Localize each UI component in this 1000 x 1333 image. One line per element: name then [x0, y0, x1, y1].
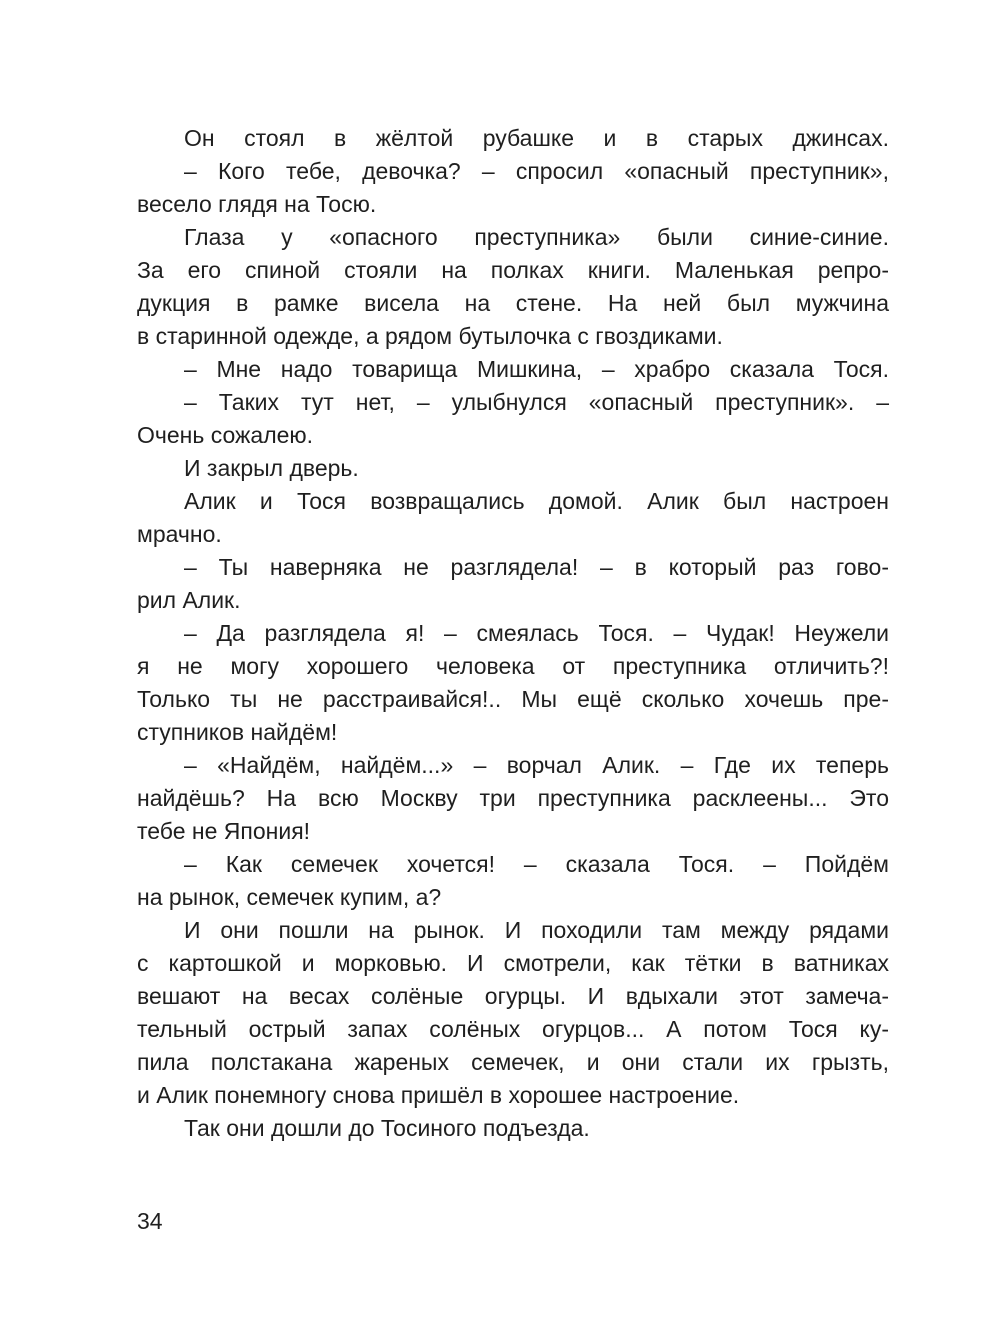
text-line: – Таких тут нет, – улыбнулся «опасный преступник». –	[184, 389, 889, 415]
text-line: дукция в рамке висела на стене. На ней был мужчина	[137, 290, 889, 316]
text-line: и Алик понемногу снова пришёл в хорошее настроение.	[137, 1082, 740, 1108]
text-line: За его спиной стояли на полках книги. Маленькая репро-	[137, 257, 889, 283]
text-line: – Как семечек хочется! – сказала Тося. – Пойдём	[184, 851, 889, 877]
text-line: Только ты не расстраивайся!.. Мы ещё сколько хочешь пре-	[137, 686, 889, 712]
text-line: – Кого тебе, девочка? – спросил «опасный преступник»,	[184, 158, 889, 184]
page-number: 34	[137, 1208, 163, 1234]
text-line: тебе не Япония!	[137, 818, 311, 844]
text-line: – Ты наверняка не разглядела! – в который раз гово-	[184, 554, 889, 580]
text-line: И они пошли на рынок. И походили там между рядами	[184, 917, 889, 943]
text-line: найдёшь? На всю Москву три преступника расклеены... Это	[137, 785, 889, 811]
text-line: пила полстакана жареных семечек, и они стали их грызть,	[137, 1049, 889, 1075]
text-line: Глаза у «опасного преступника» были синие-синие.	[184, 224, 889, 250]
text-line: – «Найдём, найдём...» – ворчал Алик. – Где их теперь	[184, 752, 889, 778]
text-line: ступников найдём!	[137, 719, 338, 745]
body-text	[137, 122, 889, 1145]
text-line: мрачно.	[137, 521, 222, 547]
text-line: на рынок, семечек купим, а?	[137, 884, 442, 910]
text-line: Очень сожалею.	[137, 422, 314, 448]
text-line: с картошкой и морковью. И смотрели, как тётки в ватниках	[137, 950, 889, 976]
text-line: тельный острый запах солёных огурцов... А потом Тося ку-	[137, 1016, 889, 1042]
text-line: – Мне надо товарища Мишкина, – храбро сказала Тося.	[184, 356, 889, 382]
text-line: весело глядя на Тосю.	[137, 191, 377, 217]
text-line: Алик и Тося возвращались домой. Алик был настроен	[184, 488, 889, 514]
text-line: Он стоял в жёлтой рубашке и в старых джинсах.	[184, 125, 889, 151]
text-line: вешают на весах солёные огурцы. И вдыхали этот замеча-	[137, 983, 889, 1009]
text-line: Так они дошли до Тосиного подъезда.	[184, 1115, 590, 1141]
text-line: И закрыл дверь.	[184, 455, 359, 481]
text-line: рил Алик.	[137, 587, 241, 613]
text-line: в старинной одежде, а рядом бутылочка с гвоздиками.	[137, 323, 723, 349]
text-line: я не могу хорошего человека от преступника отличить?!	[137, 653, 889, 679]
text-line: – Да разглядела я! – смеялась Тося. – Чудак! Неужели	[184, 620, 889, 646]
